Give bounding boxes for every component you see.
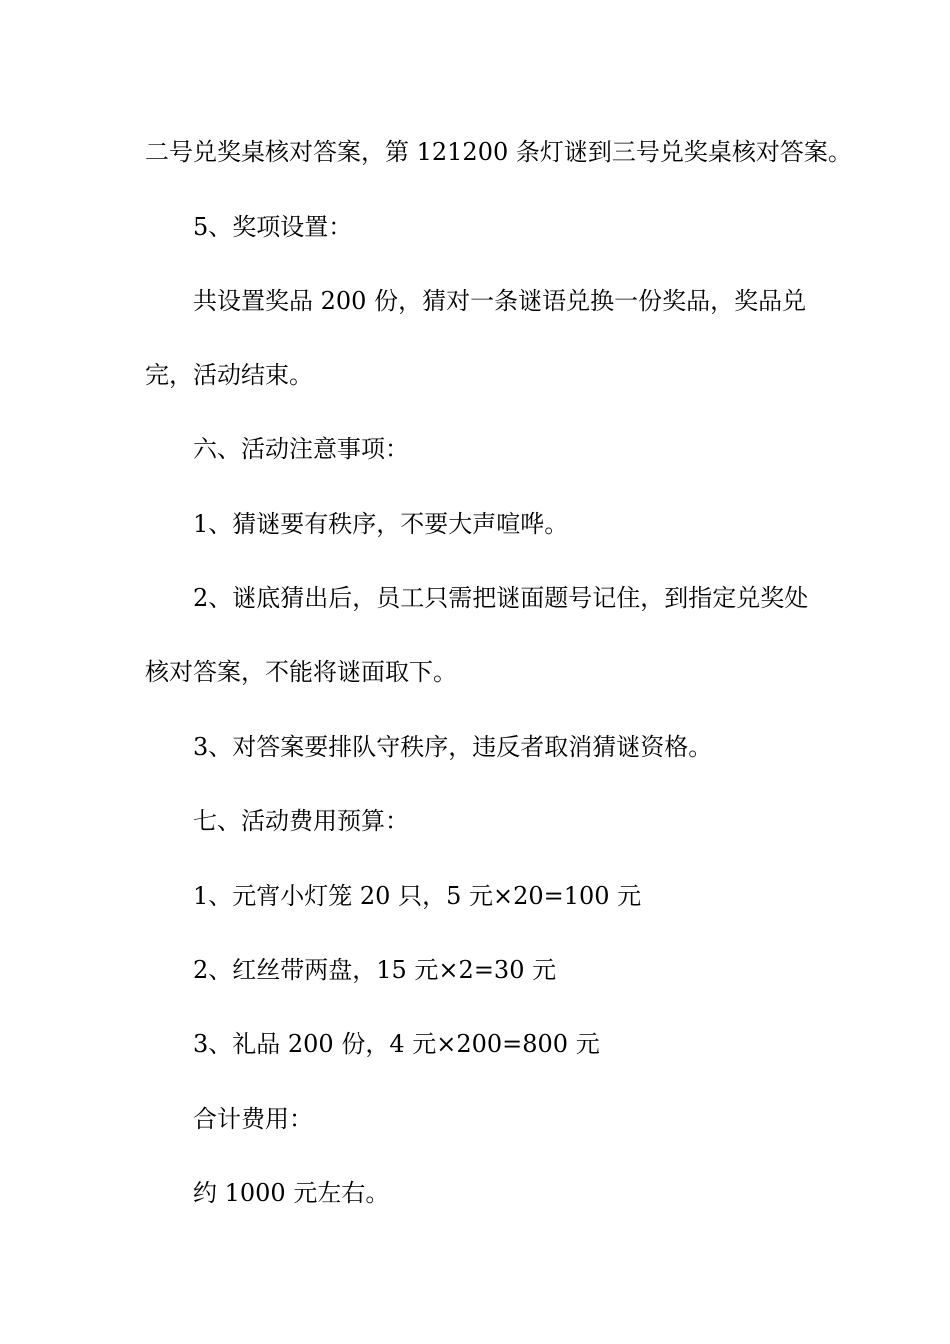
- paragraph-line: 核对答案，不能将谜面取下。: [145, 658, 457, 686]
- list-item: 2、红丝带两盘，15 元×2=30 元: [193, 956, 557, 984]
- paragraph-line: 二号兑奖桌核对答案，第 121200 条灯谜到三号兑奖桌核对答案。: [145, 138, 852, 166]
- list-item: 3、对答案要排队守秩序，违反者取消猜谜资格。: [193, 733, 713, 761]
- paragraph-line: 合计费用：: [193, 1105, 313, 1133]
- list-item: 2、谜底猜出后，员工只需把谜面题号记住，到指定兑奖处: [193, 584, 809, 612]
- list-item: 1、猜谜要有秩序，不要大声喧哗。: [193, 510, 569, 538]
- section-heading: 七、活动费用预算：: [193, 807, 409, 835]
- paragraph-line: 完，活动结束。: [145, 361, 313, 389]
- paragraph-line: 共设置奖品 200 份，猜对一条谜语兑换一份奖品，奖品兑: [193, 287, 807, 315]
- section-heading: 六、活动注意事项：: [193, 435, 409, 463]
- paragraph-line: 约 1000 元左右。: [193, 1179, 390, 1207]
- section-heading: 5、奖项设置：: [193, 213, 353, 241]
- list-item: 1、元宵小灯笼 20 只，5 元×20=100 元: [193, 882, 642, 910]
- list-item: 3、礼品 200 份，4 元×200=800 元: [193, 1030, 600, 1058]
